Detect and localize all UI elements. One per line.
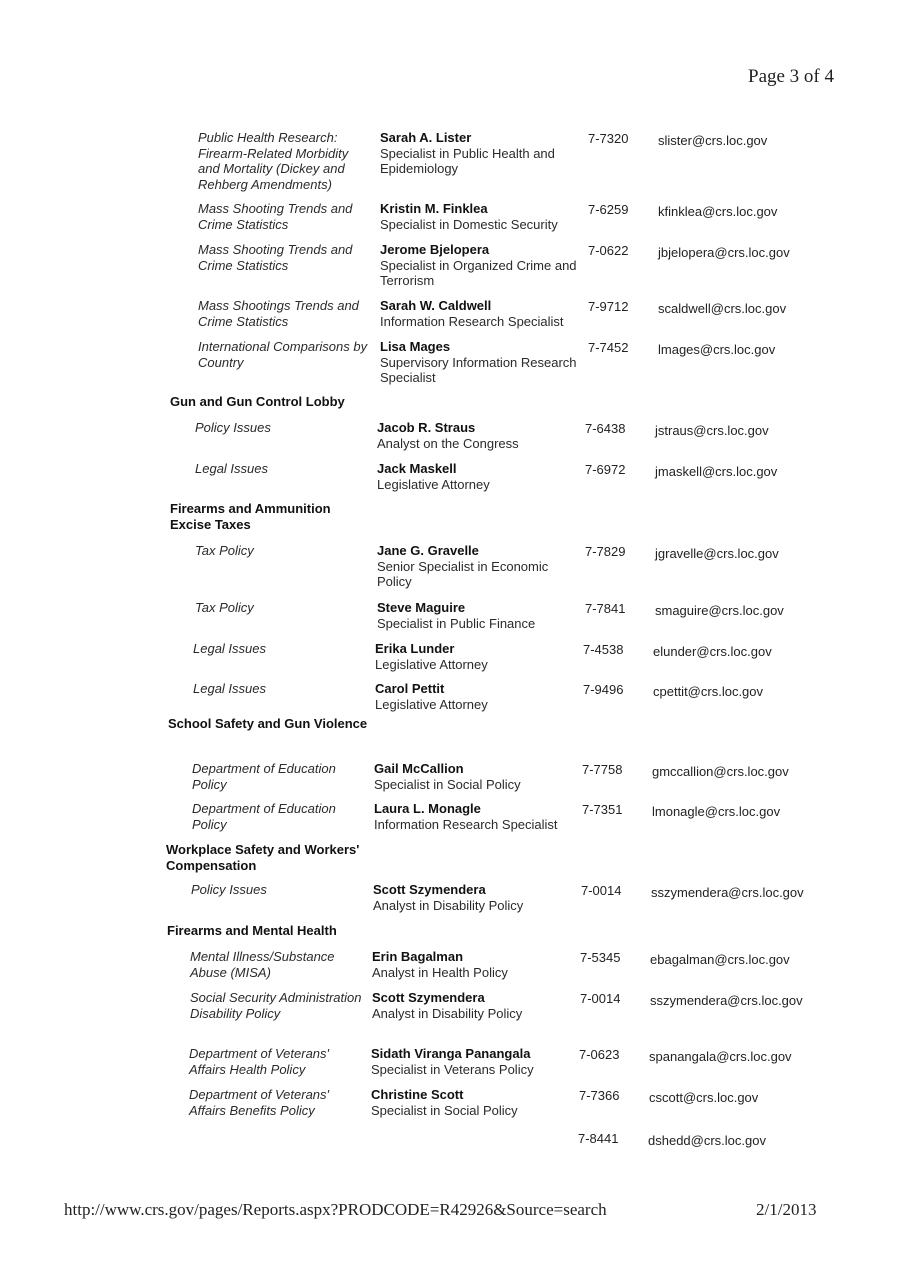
contact-name: Erika Lunder bbox=[375, 641, 455, 656]
contact-name: Carol Pettit bbox=[375, 681, 445, 696]
section-heading: Gun and Gun Control Lobby bbox=[170, 394, 345, 409]
email-cell: gmccallion@crs.loc.gov bbox=[652, 764, 789, 779]
phone-cell: 7-0623 bbox=[579, 1047, 620, 1062]
contact-name: Steve Maguire bbox=[377, 600, 466, 615]
topic-cell: Legal Issues bbox=[193, 681, 266, 696]
topic-cell: Policy Issues bbox=[191, 882, 267, 897]
email-cell: jmaskell@crs.loc.gov bbox=[655, 464, 778, 479]
contact-title: Legislative Attorney bbox=[375, 656, 488, 672]
phone-cell: 7-4538 bbox=[583, 642, 624, 657]
footer-date: 2/1/2013 bbox=[756, 1200, 817, 1219]
phone-cell: 7-7351 bbox=[582, 802, 623, 817]
contact-name: Jane G. Gravelle bbox=[377, 543, 479, 558]
contact-name: Jack Maskell bbox=[377, 461, 457, 476]
contact-title: Legislative Attorney bbox=[377, 476, 490, 492]
phone-cell: 7-7758 bbox=[582, 762, 623, 777]
contact-title: Specialist in Social Policy bbox=[371, 1102, 518, 1118]
topic-cell: Tax Policy bbox=[195, 543, 254, 558]
topic-cell: Legal Issues bbox=[195, 461, 268, 476]
section-heading: Firearms and Ammunition Excise Taxes bbox=[170, 501, 331, 532]
contact-title: Specialist in Veterans Policy bbox=[371, 1061, 534, 1077]
contact-cell bbox=[371, 1087, 571, 1118]
email-cell: cpettit@crs.loc.gov bbox=[653, 684, 764, 699]
contact-cell bbox=[380, 339, 580, 386]
phone-cell: 7-6259 bbox=[588, 202, 629, 217]
email-cell: elunder@crs.loc.gov bbox=[653, 644, 772, 659]
email-cell: spanangala@crs.loc.gov bbox=[649, 1049, 792, 1064]
phone-cell: 7-6438 bbox=[585, 421, 626, 436]
contact-cell bbox=[380, 130, 580, 177]
section-heading: Firearms and Mental Health bbox=[167, 923, 337, 938]
contact-name: Erin Bagalman bbox=[372, 949, 464, 964]
email-cell: smaguire@crs.loc.gov bbox=[655, 603, 784, 618]
contact-name: Lisa Mages bbox=[380, 339, 451, 354]
topic-cell: Mass Shootings Trends and Crime Statistics bbox=[198, 298, 359, 329]
email-cell: jgravelle@crs.loc.gov bbox=[655, 546, 779, 561]
phone-cell: 7-8441 bbox=[578, 1131, 619, 1146]
contact-title: Senior Specialist in Economic Policy bbox=[377, 558, 549, 589]
contact-cell bbox=[380, 201, 580, 232]
contact-title: Specialist in Public Finance bbox=[377, 615, 536, 631]
contact-title: Specialist in Public Health and Epidemiology bbox=[380, 145, 555, 176]
topic-cell: Department of Veterans' Affairs Benefits Policy bbox=[189, 1087, 330, 1118]
contact-name: Laura L. Monagle bbox=[374, 801, 481, 816]
phone-cell: 7-9496 bbox=[583, 682, 624, 697]
email-cell: jstraus@crs.loc.gov bbox=[655, 423, 769, 438]
email-cell: ebagalman@crs.loc.gov bbox=[650, 952, 790, 967]
contact-cell bbox=[380, 242, 580, 289]
section-heading: Workplace Safety and Workers' Compensation bbox=[166, 842, 360, 873]
email-cell: sszymendera@crs.loc.gov bbox=[650, 993, 803, 1008]
phone-cell: 7-5345 bbox=[580, 950, 621, 965]
topic-cell: Department of Veterans' Affairs Health Policy bbox=[189, 1046, 330, 1077]
email-cell: jbjelopera@crs.loc.gov bbox=[658, 245, 790, 260]
contact-name: Sidath Viranga Panangala bbox=[371, 1046, 531, 1061]
contact-cell bbox=[377, 461, 577, 492]
contact-cell bbox=[377, 600, 577, 631]
contact-title: Legislative Attorney bbox=[375, 696, 488, 712]
email-cell: lmonagle@crs.loc.gov bbox=[652, 804, 781, 819]
contact-title: Information Research Specialist bbox=[374, 816, 558, 832]
contact-cell bbox=[372, 949, 572, 980]
topic-cell: Social Security Administration Disability Policy bbox=[190, 990, 362, 1021]
footer-url: http://www.crs.gov/pages/Reports.aspx?PRODCODE=R42926&Source=search bbox=[64, 1200, 607, 1219]
contact-cell bbox=[375, 681, 575, 712]
contact-name: Sarah W. Caldwell bbox=[380, 298, 492, 313]
phone-cell: 7-7829 bbox=[585, 544, 626, 559]
topic-cell: International Comparisons by Country bbox=[198, 339, 368, 370]
contact-title: Analyst in Health Policy bbox=[372, 964, 508, 980]
contact-name: Christine Scott bbox=[371, 1087, 464, 1102]
contact-title: Supervisory Information Research Specialist bbox=[380, 354, 577, 385]
contact-name: Jerome Bjelopera bbox=[380, 242, 490, 257]
section-heading: School Safety and Gun Violence bbox=[168, 716, 368, 731]
contact-cell bbox=[380, 298, 580, 329]
topic-cell: Legal Issues bbox=[193, 641, 266, 656]
contact-cell bbox=[374, 801, 574, 832]
email-cell: dshedd@crs.loc.gov bbox=[648, 1133, 766, 1148]
contact-name: Scott Szymendera bbox=[372, 990, 485, 1005]
email-cell: kfinklea@crs.loc.gov bbox=[658, 204, 778, 219]
topic-cell: Department of Education Policy bbox=[192, 801, 336, 832]
email-cell: lmages@crs.loc.gov bbox=[658, 342, 776, 357]
email-cell: slister@crs.loc.gov bbox=[658, 133, 768, 148]
contact-name: Gail McCallion bbox=[374, 761, 464, 776]
contact-name: Kristin M. Finklea bbox=[380, 201, 488, 216]
phone-cell: 7-7452 bbox=[588, 340, 629, 355]
contact-cell bbox=[371, 1046, 571, 1077]
contact-title: Information Research Specialist bbox=[380, 313, 564, 329]
contact-title: Specialist in Organized Crime and Terrorism bbox=[380, 257, 577, 288]
contact-title: Specialist in Domestic Security bbox=[380, 216, 558, 232]
phone-cell: 7-0014 bbox=[580, 991, 621, 1006]
contact-cell bbox=[373, 882, 573, 913]
topic-cell: Mass Shooting Trends and Crime Statistics bbox=[198, 201, 353, 232]
phone-cell: 7-0622 bbox=[588, 243, 629, 258]
topic-cell: Tax Policy bbox=[195, 600, 254, 615]
email-cell: sszymendera@crs.loc.gov bbox=[651, 885, 804, 900]
page-number: Page 3 of 4 bbox=[748, 66, 835, 87]
email-cell: scaldwell@crs.loc.gov bbox=[658, 301, 787, 316]
email-cell: cscott@crs.loc.gov bbox=[649, 1090, 759, 1105]
contact-cell bbox=[377, 543, 577, 590]
contact-title: Analyst on the Congress bbox=[377, 435, 519, 451]
topic-cell: Mental Illness/Substance Abuse (MISA) bbox=[190, 949, 335, 980]
phone-cell: 7-7366 bbox=[579, 1088, 620, 1103]
contact-title: Specialist in Social Policy bbox=[374, 776, 521, 792]
topic-cell: Public Health Research: Firearm-Related Morbidity and Mortality (Dickey and Rehberg Amendments) bbox=[198, 130, 349, 192]
contact-title: Analyst in Disability Policy bbox=[372, 1005, 523, 1021]
phone-cell: 7-6972 bbox=[585, 462, 626, 477]
contact-cell bbox=[377, 420, 577, 451]
topic-cell: Policy Issues bbox=[195, 420, 271, 435]
contact-name: Scott Szymendera bbox=[373, 882, 486, 897]
contact-cell bbox=[374, 761, 574, 792]
contact-name: Sarah A. Lister bbox=[380, 130, 472, 145]
contact-title: Analyst in Disability Policy bbox=[373, 897, 524, 913]
contact-name: Jacob R. Straus bbox=[377, 420, 476, 435]
contact-cell bbox=[372, 990, 572, 1021]
phone-cell: 7-7320 bbox=[588, 131, 629, 146]
contact-cell bbox=[375, 641, 575, 672]
phone-cell: 7-9712 bbox=[588, 299, 629, 314]
topic-cell: Department of Education Policy bbox=[192, 761, 336, 792]
topic-cell: Mass Shooting Trends and Crime Statistics bbox=[198, 242, 353, 273]
phone-cell: 7-0014 bbox=[581, 883, 622, 898]
phone-cell: 7-7841 bbox=[585, 601, 626, 616]
